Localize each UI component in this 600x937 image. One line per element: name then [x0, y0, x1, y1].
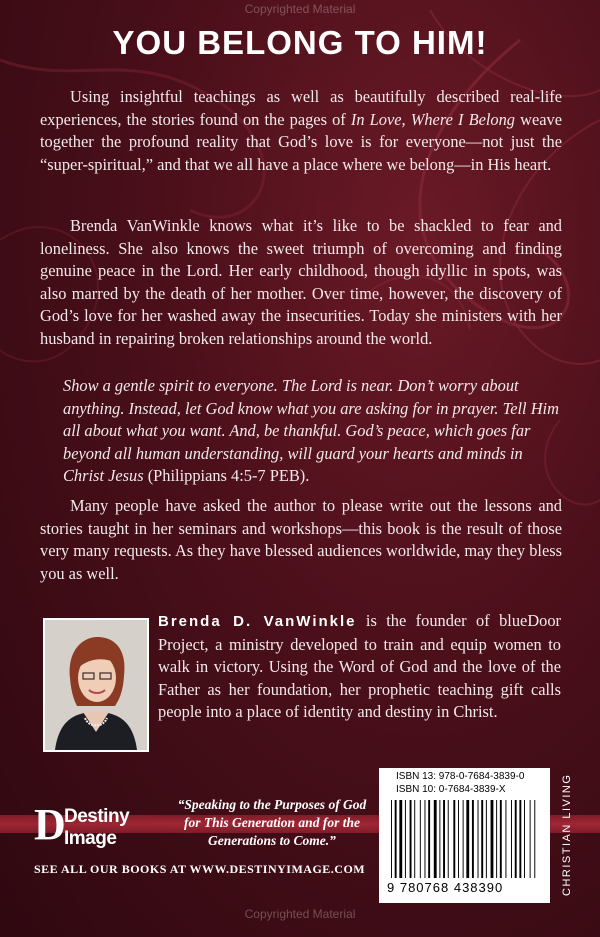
watermark-top: Copyrighted Material: [244, 2, 356, 16]
barcode-bar: [515, 800, 517, 878]
barcode-bar: [486, 800, 487, 878]
isbn-10: ISBN 10: 0-7684-3839-X: [396, 784, 506, 795]
publisher-website: SEE ALL OUR BOOKS AT WWW.DESTINYIMAGE.COM: [34, 862, 366, 876]
description-paragraph-3: [40, 495, 562, 585]
barcode-bar: [420, 800, 421, 878]
barcode-bar: [443, 800, 445, 878]
barcode-bar: [500, 800, 502, 878]
author-photo: [43, 618, 149, 752]
paragraph-1-end: weave together the profound reality that God’s love is for everyone—not just the “super-spiritual,” and that we all have a place where we belong—in His heart.: [40, 109, 562, 174]
barcode-bar: [453, 800, 455, 878]
watermark-bottom: Copyrighted Material: [244, 907, 356, 921]
barcode-panel: [379, 768, 550, 903]
publisher-tagline: “Speaking to the Purposes of God for This Generation and for the Generations to Come.”: [177, 797, 367, 848]
author-bio: [158, 610, 561, 724]
barcode-digits: 9 780768 438390: [387, 880, 504, 895]
author-portrait-image: [45, 620, 147, 750]
paragraph-2-text: Brenda VanWinkle knows what it’s like to be shackled to fear and loneliness. She also knows the sweet triumph of overcoming and finding genuine peace in the Lord. Her early childhood, though idyllic in spots, was also marred by the death of her mother. Over time, however, the discovery of God’s love for her washed away the insecurities. Today she ministers with her husband in repairing broken relationships around the world.: [40, 216, 562, 348]
barcode-bar: [534, 800, 535, 878]
barcode-bar: [414, 800, 415, 878]
quote-reference: (Philippians 4:5-7 PEB).: [143, 466, 310, 485]
barcode-bar: [481, 800, 483, 878]
barcode-bar: [491, 800, 494, 878]
category-label: CHRISTIAN LIVING: [561, 773, 573, 897]
barcode-bar: [511, 800, 512, 878]
barcode-bar: [405, 800, 406, 878]
barcode-bar: [428, 800, 430, 878]
barcode-bar: [425, 800, 426, 878]
description-paragraph-1: [40, 86, 562, 176]
publisher-logo-word-2: Image: [64, 828, 117, 849]
paragraph-1-start: Using insightful teachings as well as beautifully described real-life experiences, the stories found on the pages of: [40, 87, 562, 129]
paragraph-3-text: Many people have asked the author to please write out the lessons and stories taught in her seminars and workshops—this book is the result of those very many requests. As they have blessed audiences worldwide, may they bless you as well.: [40, 496, 562, 583]
barcode-bar: [395, 800, 397, 878]
publisher-logo-word-1: Destiny: [64, 806, 130, 827]
barcode-bar: [496, 800, 497, 878]
barcode-bar: [463, 800, 464, 878]
book-title-reference: In Love, Where I Belong: [350, 109, 516, 129]
barcode-bar: [519, 800, 521, 878]
barcode-bar: [530, 800, 531, 878]
barcode-bar: [434, 800, 437, 878]
barcode-bar: [439, 800, 440, 878]
quote-text: Show a gentle spirit to everyone. The Lord is near. Don’t worry about anything. Instead, let God know what you are asking for in prayer. Tell Him all about what you want. And, be thankful. God’s peace, which goes far beyond all human understanding, will guard your hearts and minds in Christ Jesus: [63, 376, 559, 485]
publisher-logo: [34, 800, 146, 852]
isbn-13: ISBN 13: 978-0-7684-3839-0: [396, 771, 525, 782]
barcode-bar: [410, 800, 412, 878]
barcode-bar: [472, 800, 474, 878]
publisher-logo-letter: D: [34, 800, 66, 849]
author-name: Brenda D. VanWinkle: [158, 613, 357, 630]
barcode-bar: [448, 800, 449, 878]
scripture-quote: [63, 375, 559, 488]
barcode-bar: [524, 800, 525, 878]
barcode-bar: [458, 800, 459, 878]
author-bio-text: is the founder of blueDoor Project, a ministry developed to train and equip women to walk in victory. Using the Word of God and the love of the Father as her foundation, her prophetic teaching gift calls people into a place of identity and destiny in Christ.: [158, 611, 561, 721]
barcode-bar: [391, 800, 392, 878]
barcode-bar: [505, 800, 506, 878]
barcode-bar: [478, 800, 479, 878]
description-paragraph-2: [40, 215, 562, 350]
barcode-bar: [399, 800, 402, 878]
page-title: YOU BELONG TO HIM!: [112, 24, 488, 61]
barcode-bar: [466, 800, 469, 878]
barcode-icon: [387, 800, 542, 882]
